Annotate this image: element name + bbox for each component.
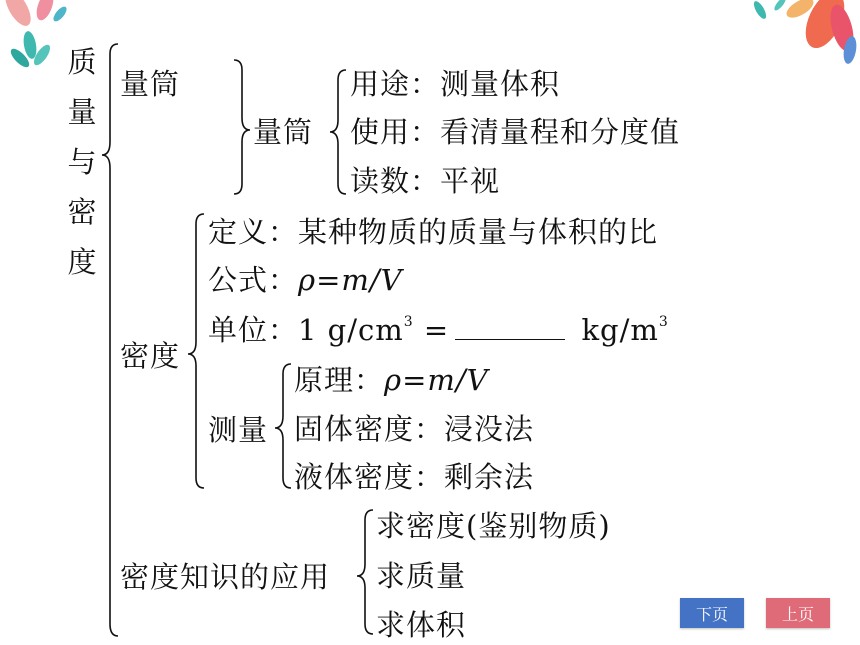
unit-left-exponent: 3 xyxy=(403,314,414,330)
main-title-vertical xyxy=(66,45,98,298)
measure-solid: 固体密度：浸没法 xyxy=(294,412,535,446)
density-measure-label: 测量 xyxy=(208,413,269,447)
application-item-find-mass: 求质量 xyxy=(376,559,467,593)
formula-expression: ρ=m/V xyxy=(298,263,403,297)
section-density-label: 密度 xyxy=(120,339,181,373)
title-char: 量 xyxy=(67,95,97,129)
sub-measuring-cylinder-label: 量筒 xyxy=(253,115,314,149)
principle-formula: ρ=m/V xyxy=(384,363,489,397)
unit-prefix: 单位： xyxy=(208,313,299,347)
density-brace xyxy=(186,212,206,492)
title-char: 密 xyxy=(67,195,97,229)
unit-right-exponent: 3 xyxy=(658,314,669,330)
cylinder-item-reading: 读数：平视 xyxy=(350,164,501,198)
measure-brace xyxy=(273,362,293,492)
section-measuring-cylinder-label: 量筒 xyxy=(120,67,181,101)
cylinder-item-usage: 使用：看清量程和分度值 xyxy=(350,115,681,149)
corner-leaf-decoration-right xyxy=(730,0,860,70)
title-char: 质 xyxy=(67,45,97,79)
measure-liquid: 液体密度：剩余法 xyxy=(294,460,535,494)
density-unit xyxy=(208,315,669,345)
unit-equals: = xyxy=(423,313,450,347)
density-definition: 定义：某种物质的质量与体积的比 xyxy=(208,215,659,249)
section-density-application-label: 密度知识的应用 xyxy=(120,560,331,594)
formula-prefix: 公式： xyxy=(208,263,299,297)
cylinder-item-use: 用途：测量体积 xyxy=(350,67,561,101)
unit-answer-blank xyxy=(455,317,565,340)
principle-prefix: 原理： xyxy=(294,363,385,397)
title-char: 与 xyxy=(67,145,97,179)
prev-page-button[interactable]: 上页 xyxy=(766,598,830,628)
title-char: 度 xyxy=(67,245,97,279)
next-page-button[interactable]: 下页 xyxy=(680,598,744,628)
unit-right: kg/m xyxy=(581,313,659,347)
section1-brace xyxy=(232,58,252,198)
main-brace xyxy=(100,42,120,642)
application-brace xyxy=(355,508,375,638)
unit-left: 1 g/cm xyxy=(298,313,404,347)
cylinder-items-brace xyxy=(328,68,348,198)
application-item-find-volume: 求体积 xyxy=(376,608,467,642)
application-item-find-density: 求密度(鉴别物质) xyxy=(376,509,611,543)
measure-principle xyxy=(294,363,489,397)
density-formula xyxy=(208,263,403,297)
